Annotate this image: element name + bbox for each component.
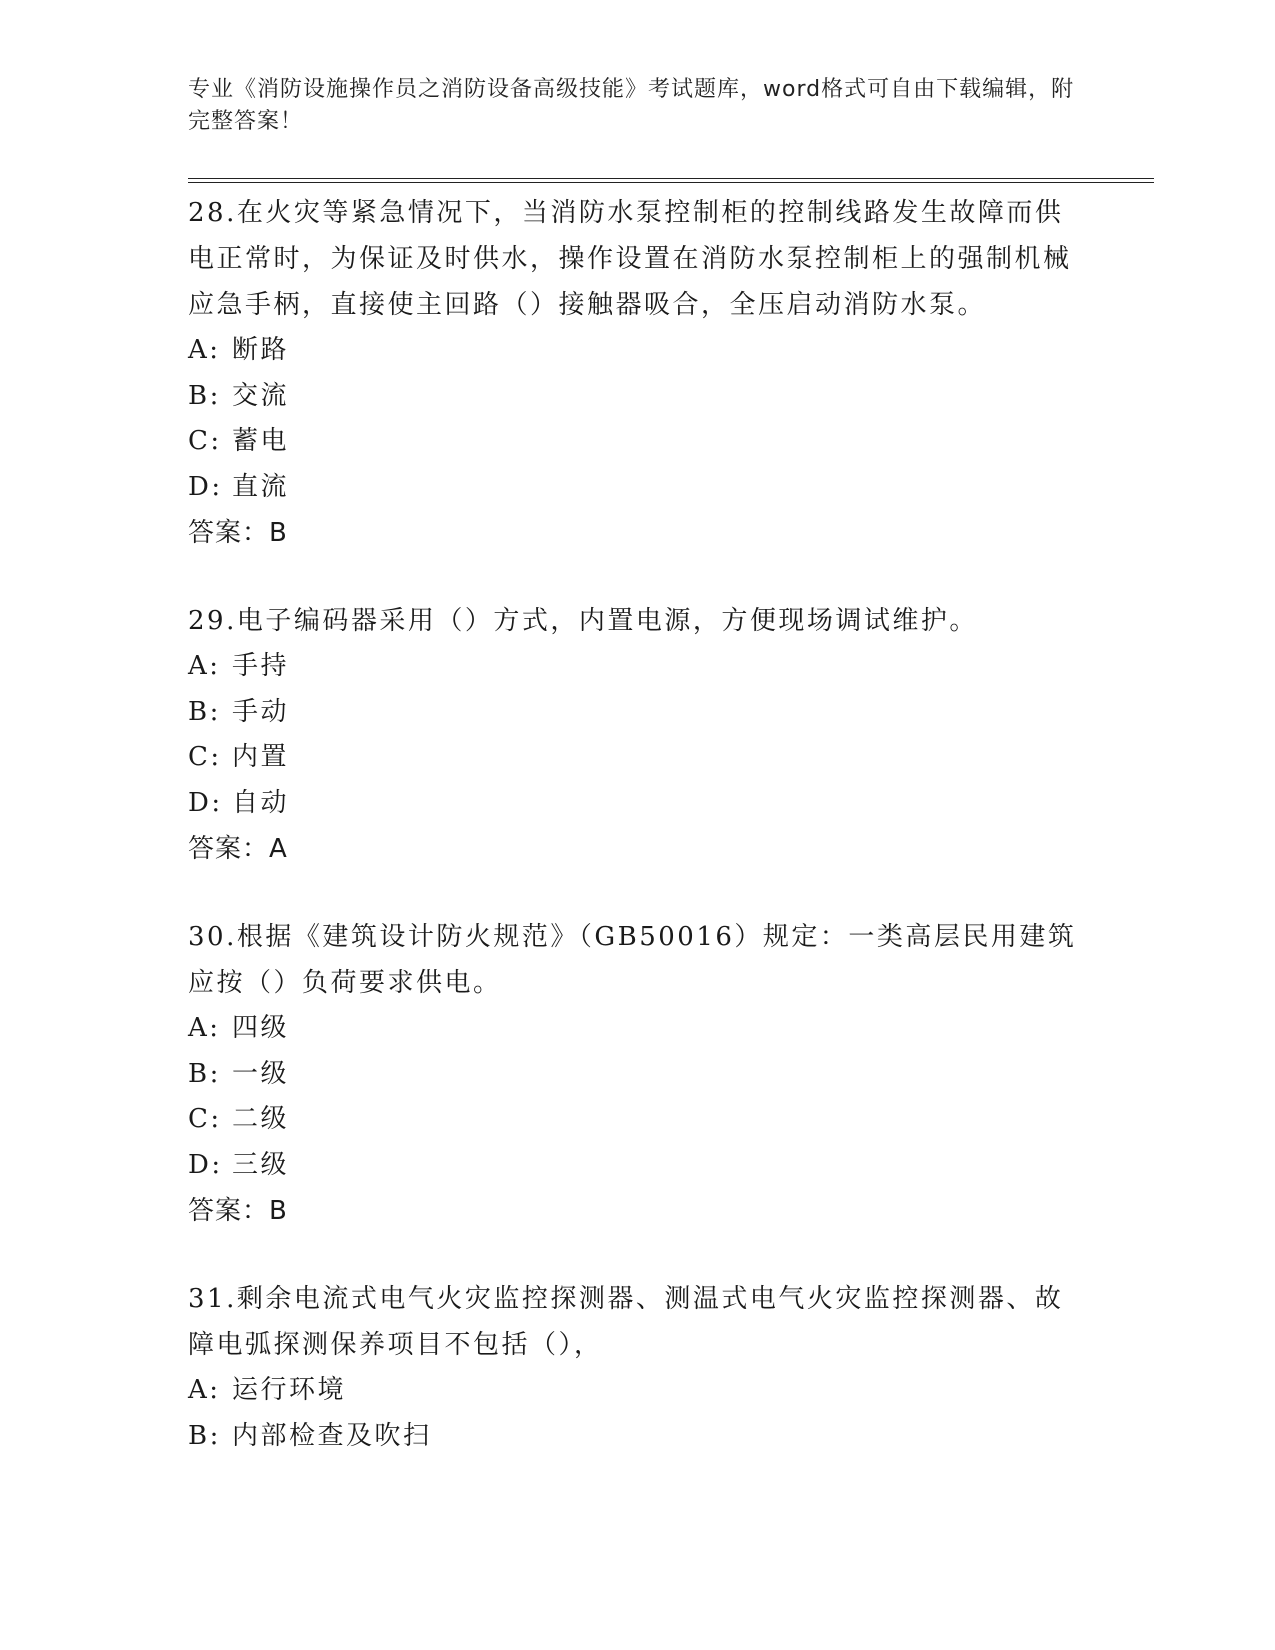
question-30 — [188, 914, 1088, 1234]
option-text: 蓄电 — [232, 426, 290, 456]
question-text: 31.剩余电流式电气火灾监控探测器、测温式电气火灾监控探测器、故障电弧探测保养项目不包括（）， — [188, 1284, 1064, 1360]
option-letter: B: — [188, 1420, 221, 1451]
option-d — [188, 465, 1088, 511]
question-list — [188, 190, 1088, 1501]
option-text: 运行环境 — [232, 1375, 347, 1405]
option-text: 自动 — [232, 787, 290, 818]
option-c — [188, 735, 1088, 781]
option-c — [188, 419, 1088, 465]
option-text: 断路 — [232, 335, 290, 365]
question-29 — [188, 598, 1088, 872]
option-text: 直流 — [232, 471, 290, 502]
option-a — [188, 1006, 1088, 1052]
option-b — [188, 1052, 1088, 1098]
option-letter: B: — [188, 1058, 221, 1089]
question-text: 30.根据《建筑设计防火规范》（GB50016）规定：一类高层民用建筑应按（）负荷要求供电。 — [188, 922, 1077, 998]
answer-line: 答案：A — [188, 834, 288, 864]
option-text: 手持 — [232, 651, 290, 681]
option-text: 交流 — [232, 380, 290, 411]
option-letter: A: — [188, 651, 221, 681]
option-text: 四级 — [232, 1013, 290, 1043]
question-28 — [188, 190, 1088, 556]
question-text: 29.电子编码器采用（）方式，内置电源，方便现场调试维护。 — [188, 606, 978, 636]
option-text: 一级 — [232, 1058, 290, 1089]
option-d — [188, 781, 1088, 827]
option-text: 手动 — [232, 696, 290, 727]
option-b — [188, 374, 1088, 420]
option-letter: A: — [188, 1375, 221, 1405]
option-letter: C: — [188, 1104, 222, 1134]
question-31 — [188, 1276, 1088, 1459]
option-letter: B: — [188, 380, 221, 411]
option-letter: C: — [188, 742, 222, 772]
option-text: 内部检查及吹扫 — [232, 1420, 432, 1451]
option-b — [188, 690, 1088, 736]
option-a — [188, 644, 1088, 690]
option-a — [188, 1368, 1088, 1414]
option-a — [188, 328, 1088, 374]
answer-line: 答案：B — [188, 518, 288, 548]
option-letter: C: — [188, 426, 222, 456]
option-text: 三级 — [232, 1149, 290, 1180]
option-text: 二级 — [232, 1104, 290, 1134]
option-letter: D: — [188, 1149, 223, 1180]
option-letter: D: — [188, 787, 223, 818]
option-c — [188, 1097, 1088, 1143]
document-header — [188, 74, 1088, 138]
option-text: 内置 — [232, 742, 290, 772]
option-d — [188, 1143, 1088, 1189]
option-letter: D: — [188, 471, 223, 502]
option-letter: B: — [188, 696, 221, 727]
document-header-text: 专业《消防设施操作员之消防设备高级技能》考试题库，word格式可自由下载编辑，附完整答案！ — [188, 77, 1075, 134]
option-letter: A: — [188, 335, 221, 365]
header-divider — [188, 178, 1154, 183]
question-text: 28.在火灾等紧急情况下，当消防水泵控制柜的控制线路发生故障而供电正常时，为保证及时供水，操作设置在消防水泵控制柜上的强制机械应急手柄，直接使主回路（）接触器吸合，全压启动消防水泵。 — [188, 198, 1072, 320]
answer-line: 答案：B — [188, 1196, 288, 1226]
option-letter: A: — [188, 1013, 221, 1043]
option-b — [188, 1414, 1088, 1460]
